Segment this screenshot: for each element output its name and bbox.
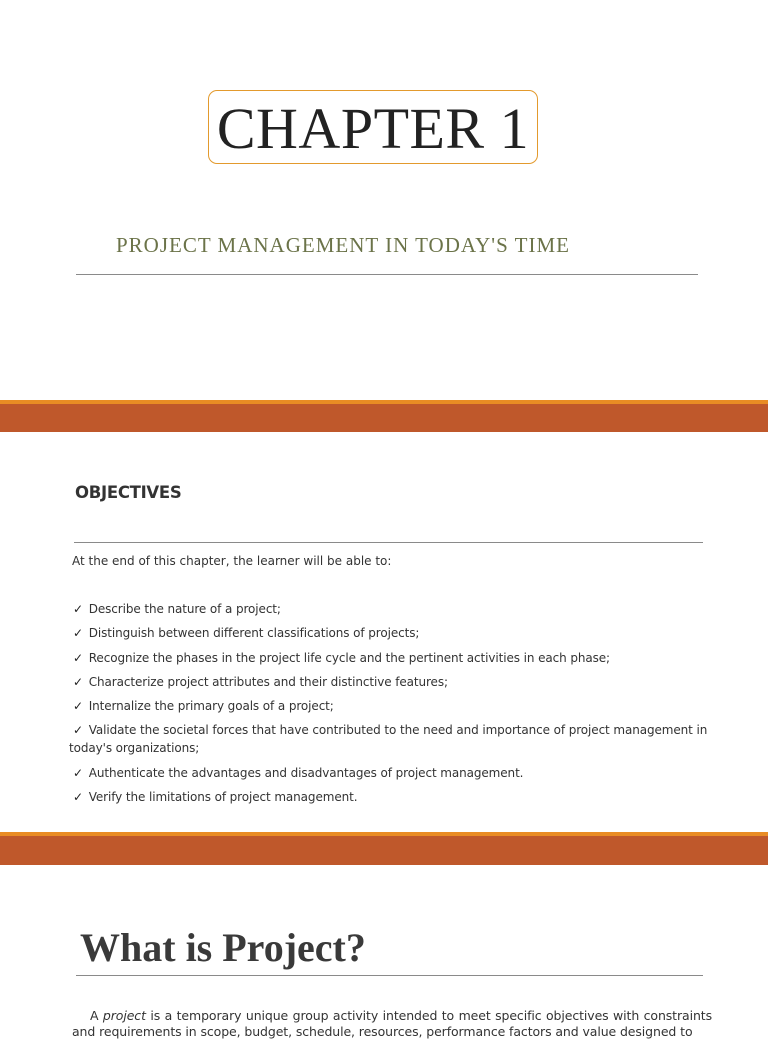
checkmark-icon: ✓ [73, 626, 83, 641]
objective-item [69, 673, 709, 691]
objective-item [69, 697, 709, 715]
section-heading: What is Project? [80, 925, 366, 970]
decorative-band-bottom [0, 832, 768, 865]
checkmark-icon: ✓ [73, 765, 83, 780]
checkmark-icon: ✓ [73, 723, 83, 738]
chapter-title-box [208, 90, 538, 164]
objective-item [69, 788, 709, 806]
objectives-list [69, 600, 709, 812]
objective-text: Characterize project attributes and their distinctive features; [88, 674, 448, 689]
chapter-subtitle: PROJECT MANAGEMENT IN TODAY'S TIME [116, 233, 570, 257]
objectives-heading: OBJECTIVES [75, 483, 182, 502]
objective-item [69, 624, 709, 642]
checkmark-icon: ✓ [73, 602, 83, 616]
objective-text: Distinguish between different classifications of projects; [88, 626, 420, 641]
chapter-title: CHAPTER 1 [216, 96, 530, 161]
section-divider [76, 975, 703, 976]
objectives-divider [74, 542, 703, 543]
objective-text: Verify the limitations of project management. [88, 790, 358, 805]
objectives-intro: At the end of this chapter, the learner will be able to: [72, 554, 392, 568]
checkmark-icon: ✓ [73, 650, 83, 665]
definition-prefix: A [90, 1007, 103, 1023]
subtitle-divider [76, 274, 698, 275]
definition-text: is a temporary unique group activity intended to meet specific objectives with constraints and requirements in scope, budget, schedule, resources, performance factors and value designed to [72, 1007, 712, 1039]
definition-term: project [102, 1007, 146, 1023]
objective-item [69, 764, 709, 782]
decorative-band-top [0, 400, 768, 432]
objective-text: Internalize the primary goals of a project; [88, 699, 334, 714]
checkmark-icon: ✓ [73, 790, 83, 805]
checkmark-icon: ✓ [73, 674, 83, 689]
objective-text: Authenticate the advantages and disadvantages of project management. [88, 765, 524, 780]
objective-text: Recognize the phases in the project life cycle and the pertinent activities in each phase; [88, 650, 610, 665]
objective-text: Validate the societal forces that have contributed to the need and importance of project management in today's organizations; [69, 723, 708, 756]
objective-item [69, 600, 709, 618]
checkmark-icon: ✓ [73, 699, 83, 714]
objective-item [69, 721, 709, 757]
objective-item [69, 649, 709, 667]
objective-text: Describe the nature of a project; [88, 602, 281, 616]
